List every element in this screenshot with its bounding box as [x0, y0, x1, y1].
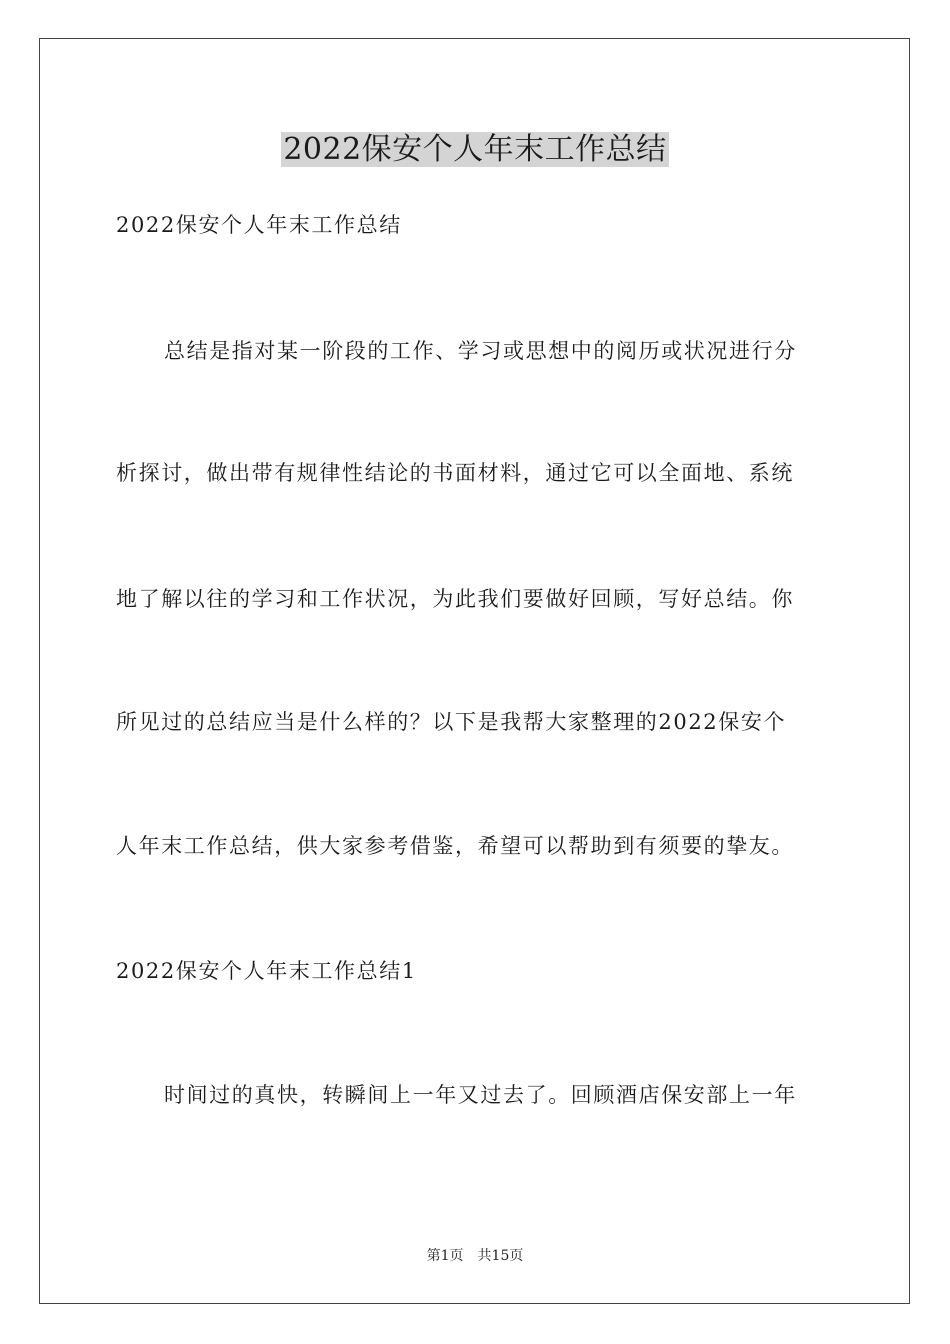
document-title — [0, 126, 950, 174]
paragraph-line: 总结是指对某一阶段的工作、学习或思想中的阅历或状况进行分 — [164, 339, 797, 363]
paragraph-line: 所见过的总结应当是什么样的？以下是我帮大家整理的2022保安个 — [116, 710, 787, 734]
paragraph-line: 地了解以往的学习和工作状况，为此我们要做好回顾，写好总结。你 — [116, 587, 794, 611]
paragraph-line: 人年末工作总结，供大家参考借鉴，希望可以帮助到有须要的挚友。 — [116, 834, 794, 858]
paragraph-line: 时间过的真快，转瞬间上一年又过去了。回顾酒店保安部上一年 — [164, 1083, 797, 1107]
paragraph-line: 析探讨，做出带有规律性结论的书面材料，通过它可以全面地、系统 — [116, 461, 794, 485]
section-heading: 2022保安个人年末工作总结1 — [116, 959, 417, 983]
subtitle-line: 2022保安个人年末工作总结 — [116, 213, 402, 237]
page-footer: 第1页 共15页 — [426, 1248, 524, 1264]
document-title-text: 2022保安个人年末工作总结 — [283, 132, 667, 167]
